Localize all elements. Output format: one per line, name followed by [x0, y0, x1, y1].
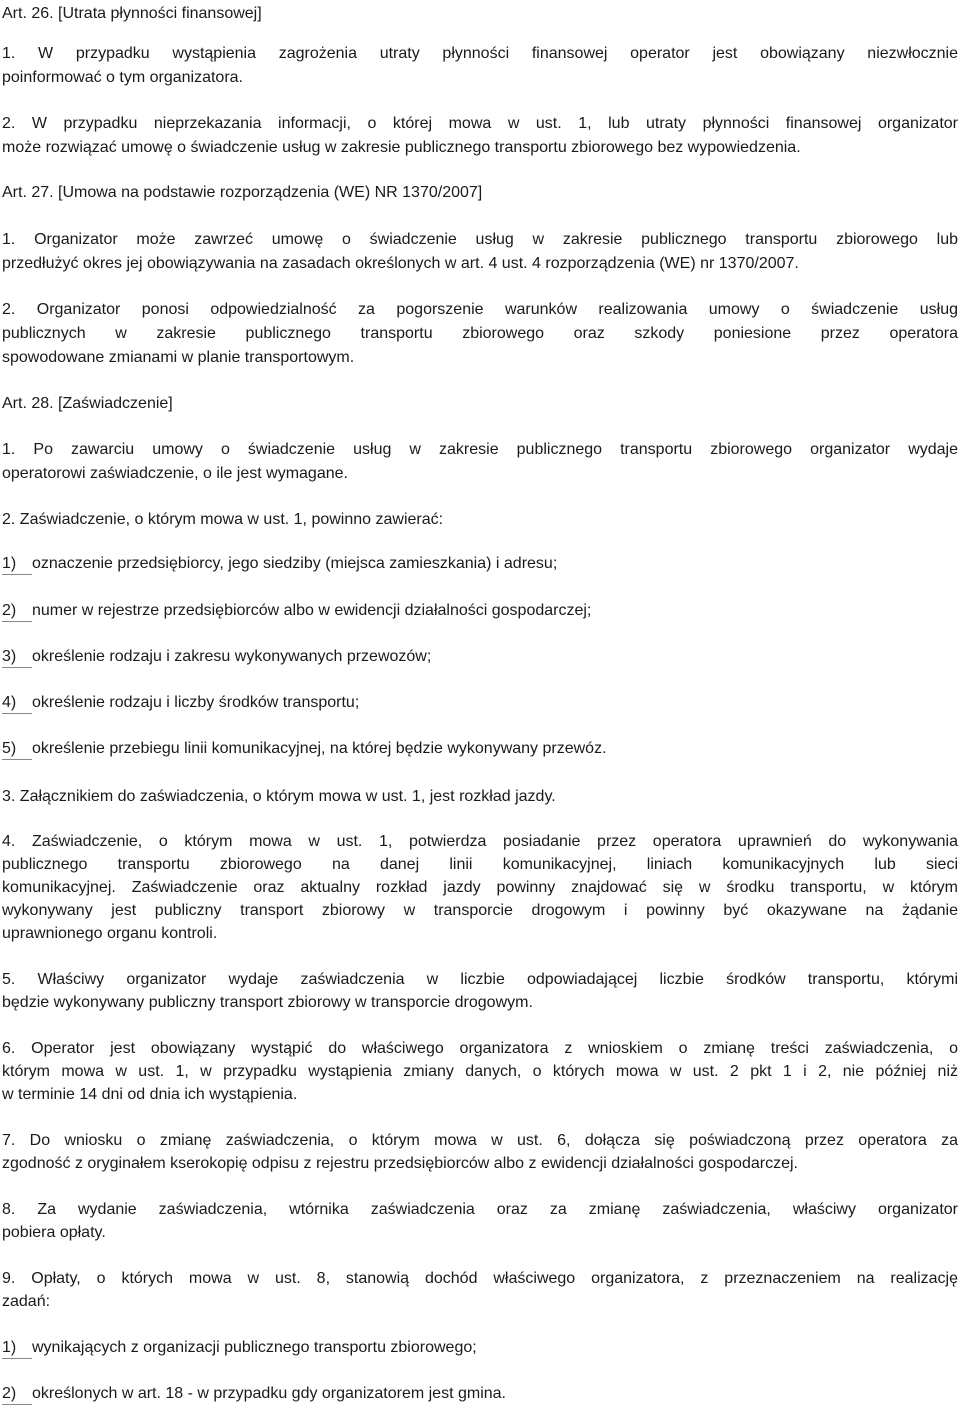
paragraph-line: poinformować o tym organizatora.: [2, 69, 243, 86]
list-item: [2, 552, 958, 576]
paragraph-line: komunikacyjnej. Zaświadczenie oraz aktualny rozkład jazdy powinny znajdować się w środku transportu, w którym: [2, 879, 958, 896]
paragraph-line: 1. Organizator może zawrzeć umowę o świadczenie usług w zakresie publicznego transportu zbiorowego lub: [2, 231, 958, 248]
list-number: 2): [2, 601, 32, 622]
paragraph-line: operatorowi zaświadczenie, o ile jest wymagane.: [2, 465, 348, 482]
paragraph-line: 2. Zaświadczenie, o którym mowa w ust. 1, powinno zawierać:: [2, 511, 444, 528]
article-heading: Art. 26. [Utrata płynności finansowej]: [2, 5, 262, 22]
list-item-text: numer w rejestrze przedsiębiorców albo w ewidencji działalności gospodarczej;: [32, 602, 592, 619]
list-item: [2, 1336, 958, 1360]
list-number: 3): [2, 647, 32, 668]
list-item-text: określonych w art. 18 - w przypadku gdy organizatorem jest gmina.: [32, 1385, 506, 1402]
paragraph-line: 1. W przypadku wystąpienia zagrożenia utraty płynności finansowej operator jest obowiązany niezwłocznie: [2, 45, 958, 62]
list-item: [2, 1382, 958, 1406]
paragraph-line: będzie wykonywany publiczny transport zbiorowy w transporcie drogowym.: [2, 994, 533, 1011]
paragraph-line: 2. Organizator ponosi odpowiedzialność za pogorszenie warunków realizowania umowy o świadczenie usług: [2, 301, 958, 318]
paragraph-line: zadań:: [2, 1293, 51, 1310]
paragraph-line: 5. Właściwy organizator wydaje zaświadczenia w liczbie odpowiadającej liczbie środków transportu, którymi: [2, 971, 958, 988]
paragraph-line: w terminie 14 dni od dnia ich wystąpienia.: [2, 1086, 298, 1103]
paragraph-line: uprawnionego organu kontroli.: [2, 925, 218, 942]
article-heading: Art. 27. [Umowa na podstawie rozporządzenia (WE) NR 1370/2007]: [2, 184, 483, 201]
paragraph-line: może rozwiązać umowę o świadczenie usług w zakresie publicznego transportu zbiorowego bez wypowiedzenia.: [2, 139, 801, 156]
list-number: 5): [2, 739, 32, 760]
paragraph-line: 2. W przypadku nieprzekazania informacji, o której mowa w ust. 1, lub utraty płynności finansowej organizator: [2, 115, 958, 132]
paragraph-line: zgodność z oryginałem kserokopię odpisu z rejestru przedsiębiorców albo z ewidencji działalności gospodarczej.: [2, 1155, 798, 1172]
paragraph-line: 4. Zaświadczenie, o którym mowa w ust. 1, potwierdza posiadanie przez operatora uprawnień do wykonywania: [2, 833, 958, 850]
list-number: 1): [2, 554, 32, 575]
list-item: [2, 599, 958, 623]
list-item-text: określenie rodzaju i liczby środków transportu;: [32, 694, 360, 711]
paragraph-line: pobiera opłaty.: [2, 1224, 106, 1241]
paragraph-line: 3. Załącznikiem do zaświadczenia, o którym mowa w ust. 1, jest rozkład jazdy.: [2, 788, 556, 805]
paragraph-line: spowodowane zmianami w planie transportowym.: [2, 349, 355, 366]
paragraph-line: 8. Za wydanie zaświadczenia, wtórnika zaświadczenia oraz za zmianę zaświadczenia, właściwy organizator: [2, 1201, 958, 1218]
list-item: [2, 645, 958, 669]
list-item-text: określenie rodzaju i zakresu wykonywanych przewozów;: [32, 648, 432, 665]
list-item-text: oznaczenie przedsiębiorcy, jego siedziby (miejsca zamieszkania) i adresu;: [32, 555, 558, 572]
paragraph-line: 1. Po zawarciu umowy o świadczenie usług w zakresie publicznego transportu zbiorowego organizator wydaje: [2, 441, 958, 458]
list-item-text: wynikających z organizacji publicznego transportu zbiorowego;: [32, 1339, 477, 1356]
paragraph-line: 7. Do wniosku o zmianę zaświadczenia, o którym mowa w ust. 6, dołącza się poświadczoną przez operatora za: [2, 1132, 958, 1149]
paragraph-line: przedłużyć okres jej obowiązywania na zasadach określonych w art. 4 ust. 4 rozporządzenia (WE) nr 1370/2007.: [2, 255, 799, 272]
list-number: 4): [2, 693, 32, 714]
paragraph-line: którym mowa w ust. 1, w przypadku wystąpienia zmiany danych, o których mowa w ust. 2 pkt 1 i 2, nie później niż: [2, 1063, 958, 1080]
paragraph-line: wykonywany jest publiczny transport zbiorowy w transporcie drogowym i powinny być okazywane na żądanie: [2, 902, 958, 919]
list-number: 1): [2, 1338, 32, 1359]
paragraph-line: 6. Operator jest obowiązany wystąpić do właściwego organizatora z wnioskiem o zmianę treści zaświadczenia, o: [2, 1040, 958, 1057]
paragraph-line: 9. Opłaty, o których mowa w ust. 8, stanowią dochód właściwego organizatora, z przeznaczeniem na realizację: [2, 1270, 958, 1287]
list-item: [2, 691, 958, 715]
list-item-text: określenie przebiegu linii komunikacyjnej, na której będzie wykonywany przewóz.: [32, 740, 607, 757]
paragraph-line: publicznego transportu zbiorowego na danej linii komunikacyjnej, liniach komunikacyjnych lub sieci: [2, 856, 958, 873]
article-heading: Art. 28. [Zaświadczenie]: [2, 395, 173, 412]
list-number: 2): [2, 1384, 32, 1405]
paragraph-line: publicznych w zakresie publicznego transportu zbiorowego oraz szkody poniesione przez operatora: [2, 325, 958, 342]
list-item: [2, 737, 958, 761]
